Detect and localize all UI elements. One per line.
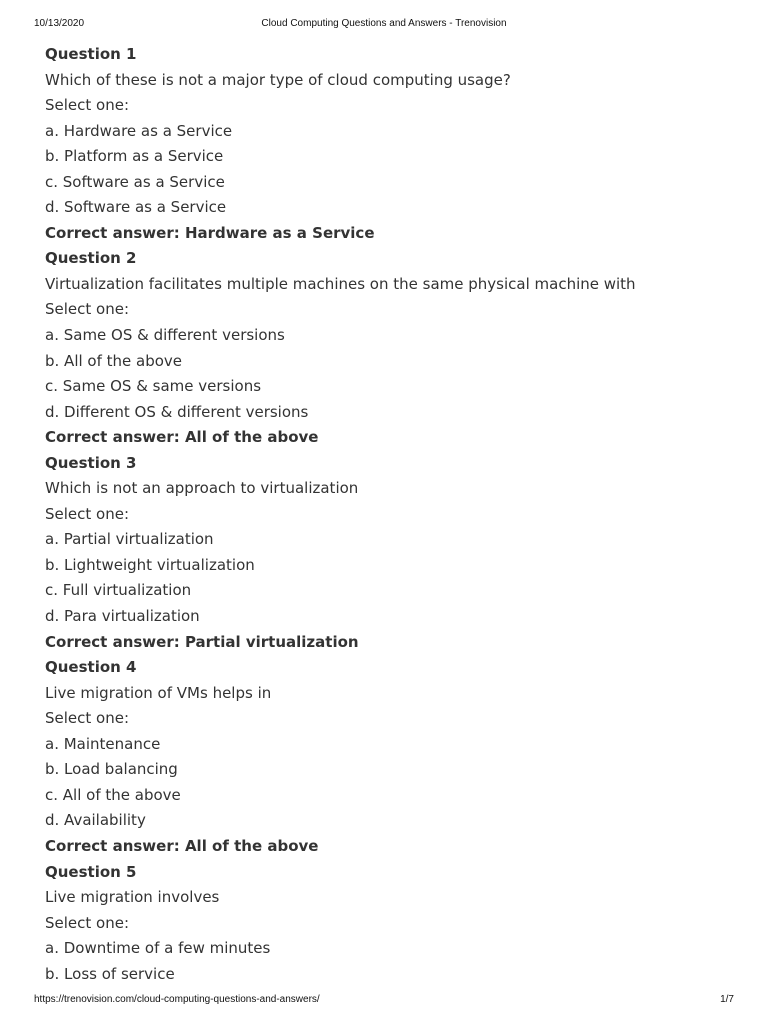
- question-block: [45, 246, 735, 450]
- option-d: d. Availability: [45, 811, 146, 830]
- option-d: d. Para virtualization: [45, 607, 200, 626]
- option-d: d. Software as a Service: [45, 198, 227, 217]
- question-heading: Question 1: [45, 45, 137, 63]
- page-number: 1/7: [720, 994, 734, 1005]
- select-prompt: Select one:: [45, 504, 130, 523]
- select-prompt: Select one:: [45, 709, 130, 728]
- option-b: b. Loss of service: [45, 964, 175, 983]
- question-text: Which of these is not a major type of cloud computing usage?: [45, 70, 511, 89]
- question-text: Live migration involves: [45, 888, 220, 907]
- question-text: Live migration of VMs helps in: [45, 683, 272, 702]
- option-c: c. Full virtualization: [45, 581, 192, 600]
- correct-answer: Correct answer: Partial virtualization: [45, 632, 359, 651]
- option-a: a. Same OS & different versions: [45, 326, 285, 345]
- document-title: Cloud Computing Questions and Answers - Trenovision: [261, 18, 507, 29]
- select-prompt: Select one:: [45, 300, 130, 319]
- option-b: b. Lightweight virtualization: [45, 555, 255, 574]
- question-text: Which is not an approach to virtualization: [45, 479, 359, 498]
- option-a: a. Downtime of a few minutes: [45, 939, 271, 958]
- question-heading: Question 2: [45, 249, 137, 268]
- question-block: [45, 860, 735, 988]
- option-c: c. Same OS & same versions: [45, 377, 262, 396]
- option-b: b. Platform as a Service: [45, 147, 224, 166]
- option-b: b. Load balancing: [45, 760, 178, 779]
- page-url: https://trenovision.com/cloud-computing-questions-and-answers/: [34, 994, 320, 1005]
- document-body: [45, 42, 735, 987]
- correct-answer: Correct answer: All of the above: [45, 428, 319, 447]
- option-a: a. Partial virtualization: [45, 530, 214, 549]
- correct-answer: Correct answer: All of the above: [45, 836, 319, 855]
- option-a: a. Hardware as a Service: [45, 121, 233, 140]
- option-c: c. All of the above: [45, 785, 181, 804]
- question-heading: Question 3: [45, 453, 137, 472]
- print-date: 10/13/2020: [34, 18, 85, 29]
- option-b: b. All of the above: [45, 351, 183, 370]
- option-d: d. Different OS & different versions: [45, 402, 309, 421]
- question-text: Virtualization facilitates multiple machines on the same physical machine with: [45, 274, 636, 293]
- question-heading: Question 5: [45, 862, 137, 881]
- question-block: [45, 655, 735, 859]
- print-footer: [0, 994, 768, 1006]
- select-prompt: Select one:: [45, 96, 130, 115]
- question-block: [45, 42, 735, 246]
- print-header: [0, 18, 768, 30]
- option-c: c. Software as a Service: [45, 172, 225, 191]
- question-block: [45, 451, 735, 655]
- question-heading: Question 4: [45, 658, 137, 677]
- option-a: a. Maintenance: [45, 734, 161, 753]
- select-prompt: Select one:: [45, 913, 130, 932]
- correct-answer: Correct answer: Hardware as a Service: [45, 223, 375, 242]
